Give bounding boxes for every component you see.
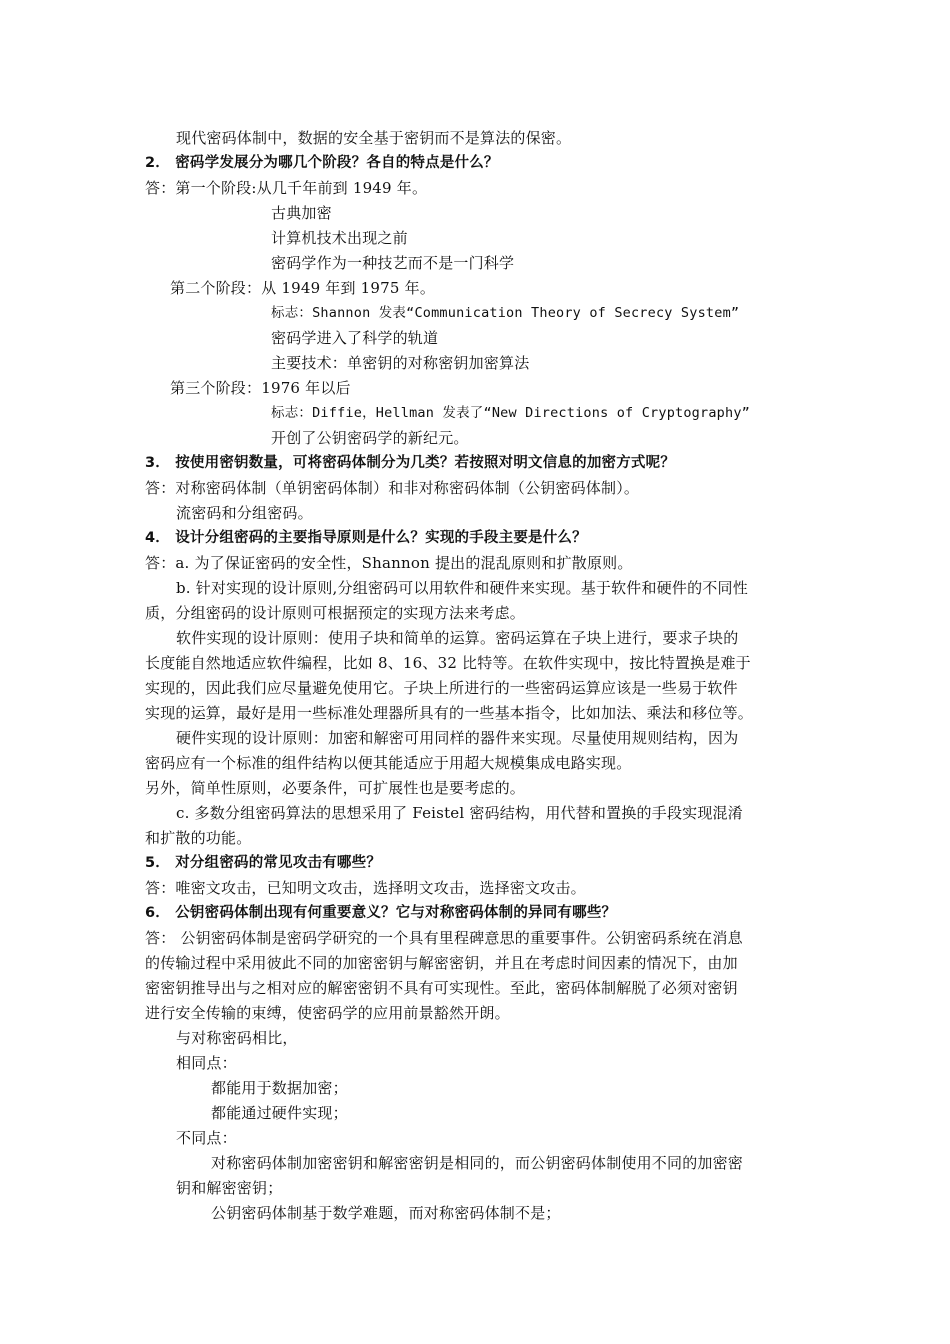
text-line: 主要技术：单密钥的对称密钥加密算法 xyxy=(271,354,530,372)
text-line: 古典加密 xyxy=(271,204,332,222)
question-heading: 3． 按使用密钥数量，可将密码体制分为几类？若按照对明文信息的加密方式呢？ xyxy=(145,455,676,471)
text-line: 进行安全传输的束缚，使密码学的应用前景豁然开朗。 xyxy=(145,1004,510,1022)
answer-line: 答：唯密文攻击，已知明文攻击，选择明文攻击，选择密文攻击。 xyxy=(145,879,586,897)
question-heading: 2． 密码学发展分为哪几个阶段？各自的特点是什么？ xyxy=(145,155,499,171)
text-line: 实现的运算，最好是用一些标准处理器所具有的一些基本指令，比如加法、乘法和移位等。 xyxy=(145,704,754,722)
text-line: 标志：Shannon 发表“Communication Theory of Secrecy System” xyxy=(271,305,740,321)
answer-line: 答：对称密码体制（单钥密码体制）和非对称密码体制（公钥密码体制）。 xyxy=(145,479,640,497)
text-line: 密码学作为一种技艺而不是一门科学 xyxy=(271,254,515,272)
text-line: 密码应有一个标准的组件结构以便其能适应于用超大规模集成电路实现。 xyxy=(145,754,632,772)
text-line: 第三个阶段：1976 年以后 xyxy=(170,379,351,397)
text-line: 钥和解密密钥； xyxy=(176,1179,283,1197)
text-line: 都能通过硬件实现； xyxy=(211,1104,348,1122)
text-line: 密码学进入了科学的轨道 xyxy=(271,329,439,347)
text-line: 另外，简单性原则，必要条件，可扩展性也是要考虑的。 xyxy=(145,779,526,797)
text-line: 和扩散的功能。 xyxy=(145,829,252,847)
text-line: 与对称密码相比， xyxy=(176,1029,298,1047)
text-line: 软件实现的设计原则：使用子块和简单的运算。密码运算在子块上进行，要求子块的 xyxy=(176,629,739,647)
text-line: 流密码和分组密码。 xyxy=(176,504,313,522)
text-line: 长度能自然地适应软件编程，比如 8、16、32 比特等。在软件实现中，按比特置换是难于 xyxy=(145,654,751,672)
text-line: 相同点： xyxy=(176,1054,237,1072)
text-line: b. 针对实现的设计原则,分组密码可以用软件和硬件来实现。基于软件和硬件的不同性 xyxy=(176,579,748,597)
text-line: 不同点： xyxy=(176,1129,237,1147)
text-line: c. 多数分组密码算法的思想采用了 Feistel 密码结构，用代替和置换的手段实现混淆 xyxy=(176,804,743,822)
text-line: 标志：Diffie，Hellman 发表了“New Directions of Cryptography” xyxy=(271,405,750,421)
answer-line: 答：a. 为了保证密码的安全性，Shannon 提出的混乱原则和扩散原则。 xyxy=(145,554,633,572)
question-heading: 5． 对分组密码的常见攻击有哪些？ xyxy=(145,855,382,871)
text-line: 开创了公钥密码学的新纪元。 xyxy=(271,429,469,447)
text-line: 第二个阶段：从 1949 年到 1975 年。 xyxy=(170,279,436,297)
text-line: 对称密码体制加密密钥和解密密钥是相同的，而公钥密码体制使用不同的加密密 xyxy=(211,1154,744,1172)
answer-line: 答： 公钥密码体制是密码学研究的一个具有里程碑意思的重要事件。公钥密码系统在消息 xyxy=(145,929,743,947)
text-line: 现代密码体制中，数据的安全基于密钥而不是算法的保密。 xyxy=(176,129,572,147)
text-line: 硬件实现的设计原则：加密和解密可用同样的器件来实现。尽量使用规则结构，因为 xyxy=(176,729,739,747)
text-line: 的传输过程中采用彼此不同的加密密钥与解密密钥，并且在考虑时间因素的情况下，由加 xyxy=(145,954,738,972)
answer-line: 答：第一个阶段:从几千年前到 1949 年。 xyxy=(145,179,428,197)
question-heading: 4． 设计分组密码的主要指导原则是什么？实现的手段主要是什么？ xyxy=(145,530,587,546)
text-line: 密密钥推导出与之相对应的解密密钥不具有可实现性。至此，密码体制解脱了必须对密钥 xyxy=(145,979,738,997)
text-line: 都能用于数据加密； xyxy=(211,1079,348,1097)
question-heading: 6． 公钥密码体制出现有何重要意义？它与对称密码体制的异同有哪些？ xyxy=(145,905,617,921)
text-line: 质，分组密码的设计原则可根据预定的实现方法来考虑。 xyxy=(145,604,526,622)
text-line: 实现的，因此我们应尽量避免使用它。子块上所进行的一些密码运算应该是一些易于软件 xyxy=(145,679,738,697)
text-line: 计算机技术出现之前 xyxy=(271,229,408,247)
text-line: 公钥密码体制基于数学难题，而对称密码体制不是； xyxy=(211,1204,561,1222)
